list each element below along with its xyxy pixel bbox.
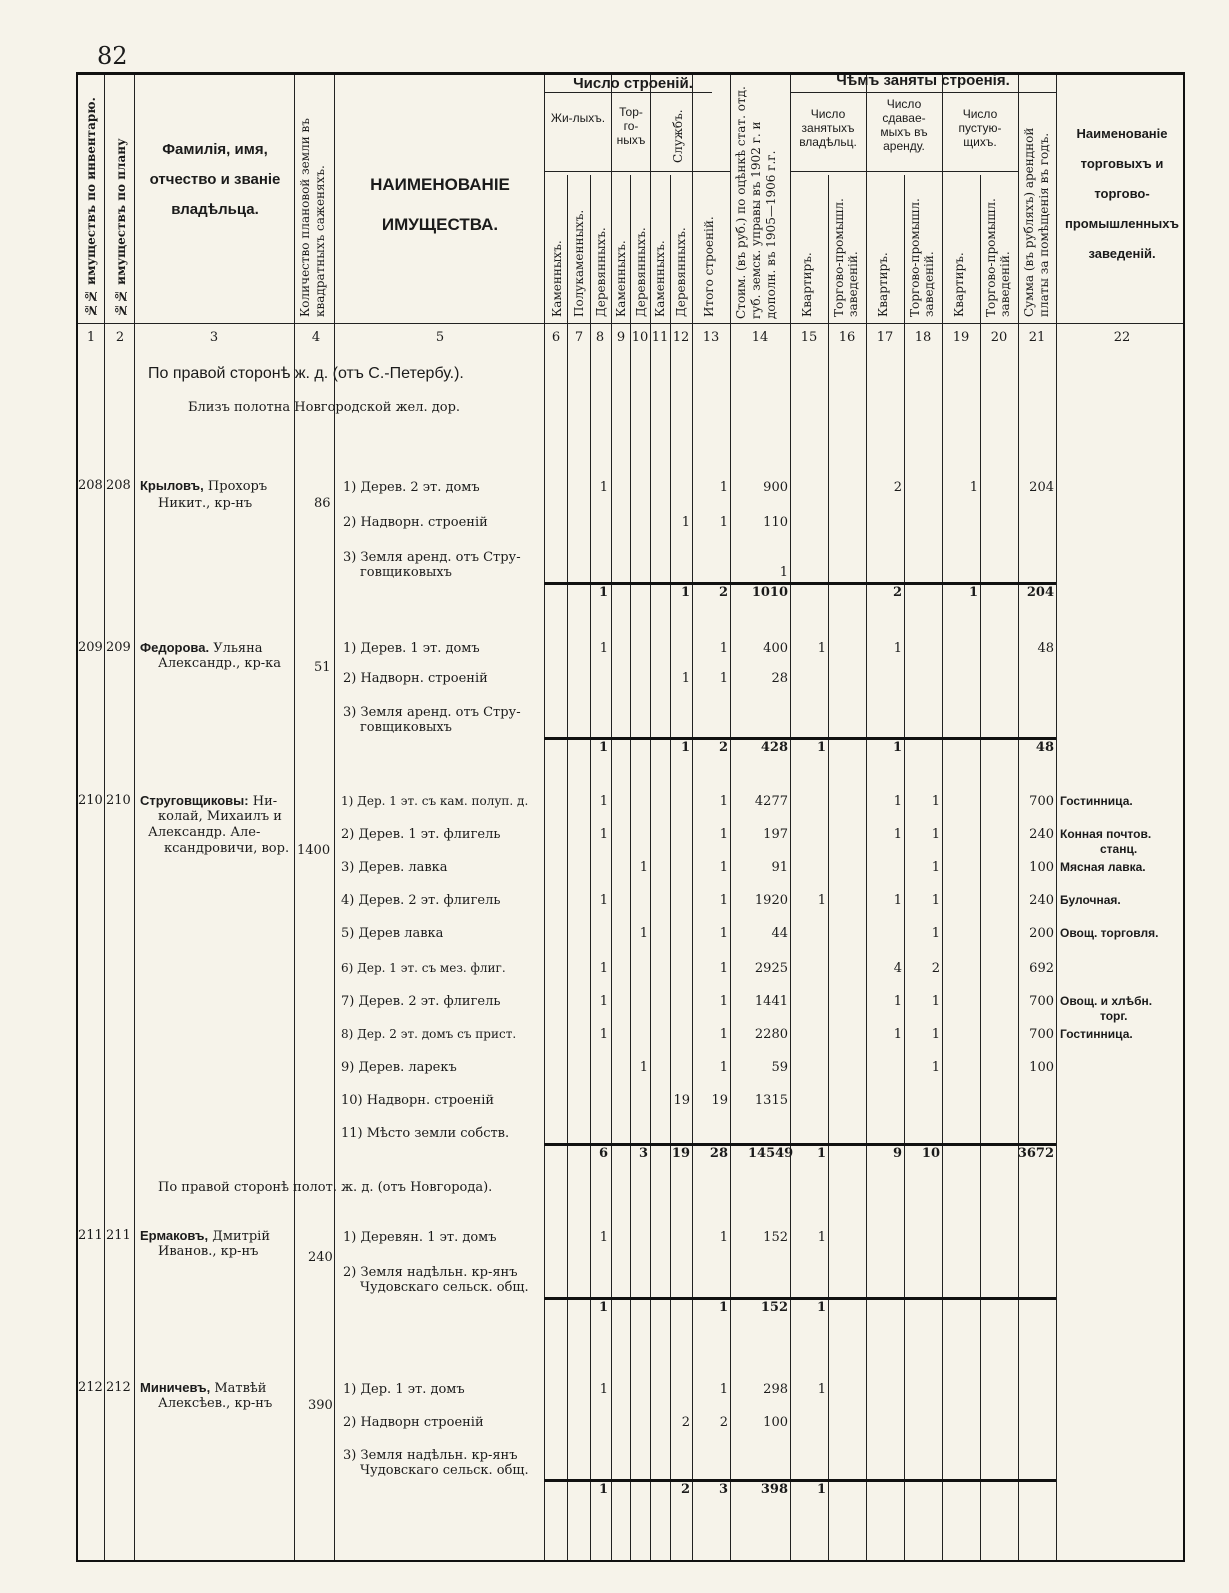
value-cell: 1 (817, 893, 826, 908)
value-cell: 1 (719, 893, 728, 908)
colnum: 17 (876, 330, 894, 345)
value-cell: 1010 (751, 585, 788, 600)
header-col5: НАИМЕНОВАНІЕ ИМУЩЕСТВА. (370, 175, 510, 234)
col-rule (567, 175, 568, 1560)
value-cell: 1 (639, 926, 648, 941)
value-cell: 1 (719, 515, 728, 530)
value-cell: 400 (763, 641, 788, 656)
value-cell: 1 (718, 1300, 728, 1315)
owner-name (140, 478, 267, 494)
value-cell: 1 (931, 860, 940, 875)
value-cell: 1 (893, 827, 902, 842)
land-area: 240 (308, 1250, 333, 1265)
owner-surname: Федорова. (140, 640, 210, 655)
value-cell: 692 (1029, 961, 1054, 976)
colnum: 6 (551, 330, 561, 345)
col-rule (828, 175, 829, 1560)
value-cell: 1 (931, 1060, 940, 1075)
header-col3: Фамилія, имя, отчество и званіе владѣльца. (149, 141, 281, 218)
col-rule (294, 75, 295, 1560)
value-cell: 19 (673, 1093, 690, 1108)
header-col6: Каменныхъ. (550, 240, 564, 317)
colnum: 10 (631, 330, 649, 345)
plan-number: 212 (106, 1380, 131, 1395)
colnum: 16 (838, 330, 856, 345)
value-cell: 1 (681, 671, 690, 686)
value-cell: 10 (921, 1146, 940, 1161)
value-cell: 1 (719, 794, 728, 809)
header-col7: Полукаменныхъ. (572, 209, 586, 317)
colnum: 3 (209, 330, 219, 345)
value-cell: 1 (639, 860, 648, 875)
header-rule (790, 92, 1056, 93)
property-item: 2) Надворн. строеній (343, 515, 488, 530)
value-cell: 1 (931, 827, 940, 842)
value-cell: 197 (763, 827, 788, 842)
owner-first: Ни- (252, 794, 278, 809)
inv-number: 208 (78, 478, 103, 493)
value-cell: 19 (671, 1146, 690, 1161)
value-cell: 1 (719, 827, 728, 842)
value-cell: 110 (763, 515, 788, 530)
colnum: 7 (574, 330, 584, 345)
header-trade: Тор-го-ныхъ (616, 105, 646, 147)
header-occupancy: Чѣмъ заняты строенія. (836, 72, 1010, 89)
value-cell: 1 (598, 1300, 608, 1315)
colnum: 5 (435, 330, 445, 345)
property-item-cont: говщиковыхъ (360, 565, 452, 580)
value-cell: 1 (779, 565, 788, 580)
plan-number: 208 (106, 478, 131, 493)
col-rule (104, 75, 105, 1560)
col-rule (650, 75, 651, 1560)
colnum: 14 (751, 330, 769, 345)
value-cell: 1 (817, 1382, 826, 1397)
value-cell: 1 (599, 480, 608, 495)
value-cell: 1 (681, 515, 690, 530)
header-occupied-owner: Число занятыхъ владѣльц. (799, 107, 857, 149)
value-cell: 152 (760, 1300, 788, 1315)
value-cell: 3 (718, 1482, 728, 1497)
business-name: Овощ. торговля. (1060, 926, 1159, 940)
property-item: 3) Дерев. лавка (341, 860, 448, 875)
property-item-cont: Чудовскаго сельск. общ. (360, 1463, 529, 1478)
col-rule (730, 75, 731, 1560)
colnum: 1 (86, 330, 96, 345)
header-col1: №№ имуществъ по инвентарю. (84, 97, 98, 317)
value-cell: 1 (719, 1027, 728, 1042)
owner-details: колай, Михаилъ и (158, 809, 282, 824)
plan-number: 209 (106, 640, 131, 655)
land-area: 86 (314, 496, 331, 511)
col-rule (790, 75, 791, 1560)
section-heading-2: По правой сторонѣ полот. ж. д. (отъ Новгорода). (158, 1180, 493, 1195)
value-cell: 1 (719, 641, 728, 656)
colnum: 9 (616, 330, 626, 345)
value-cell: 700 (1029, 1027, 1054, 1042)
col-rule (670, 175, 671, 1560)
value-cell: 428 (760, 740, 788, 755)
value-cell: 1 (719, 1060, 728, 1075)
value-cell: 2 (719, 1415, 728, 1430)
value-cell: 1 (599, 641, 608, 656)
value-cell: 4 (893, 961, 902, 976)
business-name: Конная почтов. (1060, 827, 1152, 841)
property-item: 4) Дерев. 2 эт. флигель (341, 893, 501, 908)
colnum: 18 (914, 330, 932, 345)
header-col4: Количество плановой земли въ квадратныхъ саженяхъ. (298, 118, 327, 317)
inv-number: 210 (78, 793, 103, 808)
header-col20: Торгово-промышл. заведеній. (984, 198, 1012, 317)
property-item: 2) Надворн строеній (343, 1415, 484, 1430)
header-col15: Квартиръ. (800, 252, 814, 317)
value-cell: 48 (1037, 641, 1054, 656)
owner-name (140, 1380, 266, 1396)
value-cell: 2 (681, 1415, 690, 1430)
value-cell: 1 (719, 480, 728, 495)
owner-surname: Миничевъ, (140, 1380, 211, 1395)
property-item: 1) Дерев. 1 эт. домъ (343, 641, 480, 656)
property-item-cont: Чудовскаго сельск. общ. (360, 1280, 529, 1295)
value-cell: 1 (817, 1230, 826, 1245)
business-name: Гостинница. (1060, 1027, 1133, 1041)
property-item: 6) Дер. 1 эт. съ мез. флиг. (341, 961, 506, 975)
property-item: 3) Земля аренд. отъ Стру- (343, 550, 521, 565)
value-cell: 1 (817, 641, 826, 656)
value-cell: 1 (599, 893, 608, 908)
value-cell: 1 (969, 480, 978, 495)
value-cell: 14549 (748, 1146, 794, 1161)
owner-details: Александр., кр-ка (158, 656, 282, 671)
owner-details: Алексѣев., кр-нъ (158, 1396, 273, 1411)
value-cell: 48 (1035, 740, 1054, 755)
business-name-cont: торг. (1100, 1009, 1128, 1023)
col-rule (1018, 75, 1019, 1560)
value-cell: 2 (892, 585, 902, 600)
value-cell: 900 (763, 480, 788, 495)
value-cell: 1 (931, 794, 940, 809)
section-subheading-1: Близъ полотна Новгородской жел. дор. (188, 400, 461, 415)
value-cell: 2925 (754, 961, 788, 976)
value-cell: 1 (599, 961, 608, 976)
owner-first: Матвѣй (214, 1381, 267, 1396)
header-service: Службъ. (671, 109, 685, 163)
inv-number: 209 (78, 640, 103, 655)
property-item-cont: говщиковыхъ (360, 720, 452, 735)
value-cell: 1 (893, 1027, 902, 1042)
value-cell: 28 (771, 671, 788, 686)
property-item: 1) Деревян. 1 эт. домъ (343, 1230, 497, 1245)
col-rule (134, 75, 135, 1560)
header-col18: Торгово-промышл. заведеній. (908, 198, 936, 317)
business-name: Булочная. (1060, 893, 1121, 907)
value-cell: 91 (771, 860, 788, 875)
value-cell: 100 (1029, 1060, 1054, 1075)
inv-number: 212 (78, 1380, 103, 1395)
value-cell: 1 (931, 994, 940, 1009)
business-name: Мясная лавка. (1060, 860, 1146, 874)
value-cell: 1 (931, 1027, 940, 1042)
header-col10: Деревянныхъ. (634, 227, 648, 317)
property-item: 9) Дерев. ларекъ (341, 1060, 457, 1075)
value-cell: 1 (931, 893, 940, 908)
value-cell: 1 (719, 1382, 728, 1397)
property-item: 1) Дер. 1 эт. съ кам. полуп. д. (341, 794, 529, 808)
colnum: 12 (672, 330, 690, 345)
colnum: 4 (311, 330, 321, 345)
value-cell: 2 (718, 585, 728, 600)
value-cell: 1 (893, 994, 902, 1009)
col-rule (692, 75, 693, 1560)
header-rule (544, 171, 730, 172)
value-cell: 1 (680, 585, 690, 600)
value-cell: 1 (816, 1300, 826, 1315)
land-area: 390 (308, 1398, 333, 1413)
property-item: 5) Дерев лавка (341, 926, 444, 941)
header-col8: Деревянныхъ. (594, 227, 608, 317)
value-cell: 204 (1026, 585, 1054, 600)
inv-number: 211 (78, 1228, 103, 1243)
header-rule (790, 171, 1018, 172)
value-cell: 1 (598, 1482, 608, 1497)
header-col14: Стоим. (въ руб.) по оцѣнкѣ стат. отд. губ. земск. управы въ 1902 г. и дополн. въ 1905—1906 г.г. (734, 86, 778, 319)
property-item: 2) Дерев. 1 эт. флигель (341, 827, 501, 842)
value-cell: 1 (893, 641, 902, 656)
col-rule (590, 175, 591, 1560)
value-cell: 1 (639, 1060, 648, 1075)
colnum: 22 (1113, 330, 1131, 345)
value-cell: 2280 (754, 1027, 788, 1042)
page-number: 82 (97, 42, 128, 70)
colnum: 19 (952, 330, 970, 345)
property-item: 2) Надворн. строеній (343, 671, 488, 686)
property-item: 11) Мѣсто земли собств. (341, 1126, 510, 1141)
value-cell: 1315 (754, 1093, 788, 1108)
value-cell: 19 (711, 1093, 728, 1108)
property-item: 3) Земля аренд. отъ Стру- (343, 705, 521, 720)
value-cell: 59 (771, 1060, 788, 1075)
owner-surname: Крыловъ, (140, 478, 204, 493)
property-item: 2) Земля надѣльн. кр-янъ (343, 1265, 518, 1280)
header-col2: №№ имуществъ по плану (114, 138, 128, 317)
value-cell: 200 (1029, 926, 1054, 941)
owner-first: Дмитрій (212, 1229, 270, 1244)
colnum: 13 (702, 330, 720, 345)
business-name: Овощ. и хлѣбн. (1060, 994, 1153, 1008)
header-col9: Каменныхъ. (614, 240, 628, 317)
value-cell: 152 (763, 1230, 788, 1245)
header-col22: Наименованіе торговыхъ и торгово-промышленныхъ заведеній. (1065, 126, 1179, 261)
value-cell: 1 (599, 994, 608, 1009)
value-cell: 1 (892, 740, 902, 755)
value-cell: 6 (598, 1146, 608, 1161)
owner-name (140, 793, 277, 809)
header-col11: Каменныхъ. (653, 240, 667, 317)
value-cell: 100 (1029, 860, 1054, 875)
col-rule (866, 75, 867, 1560)
value-cell: 1 (719, 961, 728, 976)
header-col19: Квартиръ. (952, 252, 966, 317)
property-item: 7) Дерев. 2 эт. флигель (341, 994, 501, 1009)
owner-first: Ульяна (213, 641, 263, 656)
col-rule (544, 75, 545, 1560)
value-cell: 1 (893, 893, 902, 908)
section-heading-1: По правой сторонѣ ж. д. (отъ С.-Петербу.). (148, 365, 464, 382)
value-cell: 100 (763, 1415, 788, 1430)
business-name-cont: станц. (1100, 842, 1138, 856)
plan-number: 210 (106, 793, 131, 808)
value-cell: 1 (598, 740, 608, 755)
value-cell: 204 (1029, 480, 1054, 495)
land-area: 51 (314, 660, 331, 675)
header-rule (78, 323, 1183, 324)
owner-details: ксандровичи, вор. (164, 841, 290, 856)
value-cell: 1 (816, 1146, 826, 1161)
owner-details: Никит., кр-нъ (158, 496, 253, 511)
header-col12: Деревянныхъ. (674, 227, 688, 317)
value-cell: 28 (709, 1146, 728, 1161)
value-cell: 1 (931, 926, 940, 941)
header-col13: Итого строеній. (702, 216, 716, 317)
owner-name (140, 640, 263, 656)
value-cell: 1 (719, 994, 728, 1009)
value-cell: 2 (680, 1482, 690, 1497)
property-ledger-table (76, 72, 1185, 1562)
value-cell: 3672 (1017, 1146, 1054, 1161)
value-cell: 1 (598, 585, 608, 600)
col-rule (980, 175, 981, 1560)
value-cell: 2 (718, 740, 728, 755)
header-col21: Сумма (въ рубляхъ) арендной платы за помѣщенія въ годъ. (1022, 127, 1051, 317)
col-rule (942, 75, 943, 1560)
header-buildings-count: Число строеній. (573, 75, 693, 92)
header-empty: Число пустую-щихъ. (958, 107, 1002, 149)
header-col17: Квартиръ. (876, 252, 890, 317)
value-cell: 1 (599, 1382, 608, 1397)
owner-first: Прохоръ (207, 479, 268, 494)
value-cell: 1 (599, 1027, 608, 1042)
value-cell: 240 (1029, 893, 1054, 908)
property-item: 3) Земля надѣльн. кр-янъ (343, 1448, 518, 1463)
value-cell: 9 (892, 1146, 902, 1161)
col-rule (1056, 75, 1057, 1560)
header-living: Жи-лыхъ. (550, 111, 606, 125)
value-cell: 1 (719, 671, 728, 686)
colnum: 2 (115, 330, 125, 345)
owner-surname: Струговщиковы: (140, 793, 249, 808)
header-rented: Число сдавае-мыхъ въ аренду. (880, 97, 928, 153)
value-cell: 1920 (754, 893, 788, 908)
colnum: 20 (990, 330, 1008, 345)
property-item: 1) Дер. 1 эт. домъ (343, 1382, 465, 1397)
value-cell: 1 (816, 740, 826, 755)
value-cell: 1 (719, 1230, 728, 1245)
colnum: 11 (651, 330, 669, 345)
value-cell: 1 (680, 740, 690, 755)
property-item: 8) Дер. 2 эт. домъ съ прист. (341, 1027, 517, 1041)
colnum: 21 (1028, 330, 1046, 345)
value-cell: 1 (719, 860, 728, 875)
subtotal-rule (544, 582, 1056, 585)
header-rule (544, 92, 712, 93)
owner-details: Иванов., кр-нъ (158, 1244, 259, 1259)
owner-name (140, 1228, 270, 1244)
col-rule (334, 75, 335, 1560)
value-cell: 1 (719, 926, 728, 941)
value-cell: 398 (760, 1482, 788, 1497)
value-cell: 1441 (754, 994, 788, 1009)
value-cell: 3 (638, 1146, 648, 1161)
value-cell: 298 (763, 1382, 788, 1397)
value-cell: 1 (599, 827, 608, 842)
value-cell: 4277 (754, 794, 788, 809)
value-cell: 1 (599, 794, 608, 809)
colnum: 15 (800, 330, 818, 345)
value-cell: 1 (968, 585, 978, 600)
value-cell: 44 (771, 926, 788, 941)
value-cell: 1 (599, 1230, 608, 1245)
value-cell: 700 (1029, 994, 1054, 1009)
property-item: 1) Дерев. 2 эт. домъ (343, 480, 480, 495)
value-cell: 1 (816, 1482, 826, 1497)
property-item: 10) Надворн. строеній (341, 1093, 495, 1108)
business-name: Гостинница. (1060, 794, 1133, 808)
col-rule (611, 75, 612, 1560)
owner-details: Александр. Але- (148, 825, 261, 840)
value-cell: 1 (893, 794, 902, 809)
value-cell: 700 (1029, 794, 1054, 809)
value-cell: 2 (893, 480, 902, 495)
value-cell: 2 (931, 961, 940, 976)
colnum: 8 (595, 330, 605, 345)
owner-surname: Ермаковъ, (140, 1228, 209, 1243)
plan-number: 211 (106, 1228, 131, 1243)
value-cell: 240 (1029, 827, 1054, 842)
land-area: 1400 (297, 843, 331, 858)
header-col16: Торгово-промышл. заведеній. (832, 198, 860, 317)
